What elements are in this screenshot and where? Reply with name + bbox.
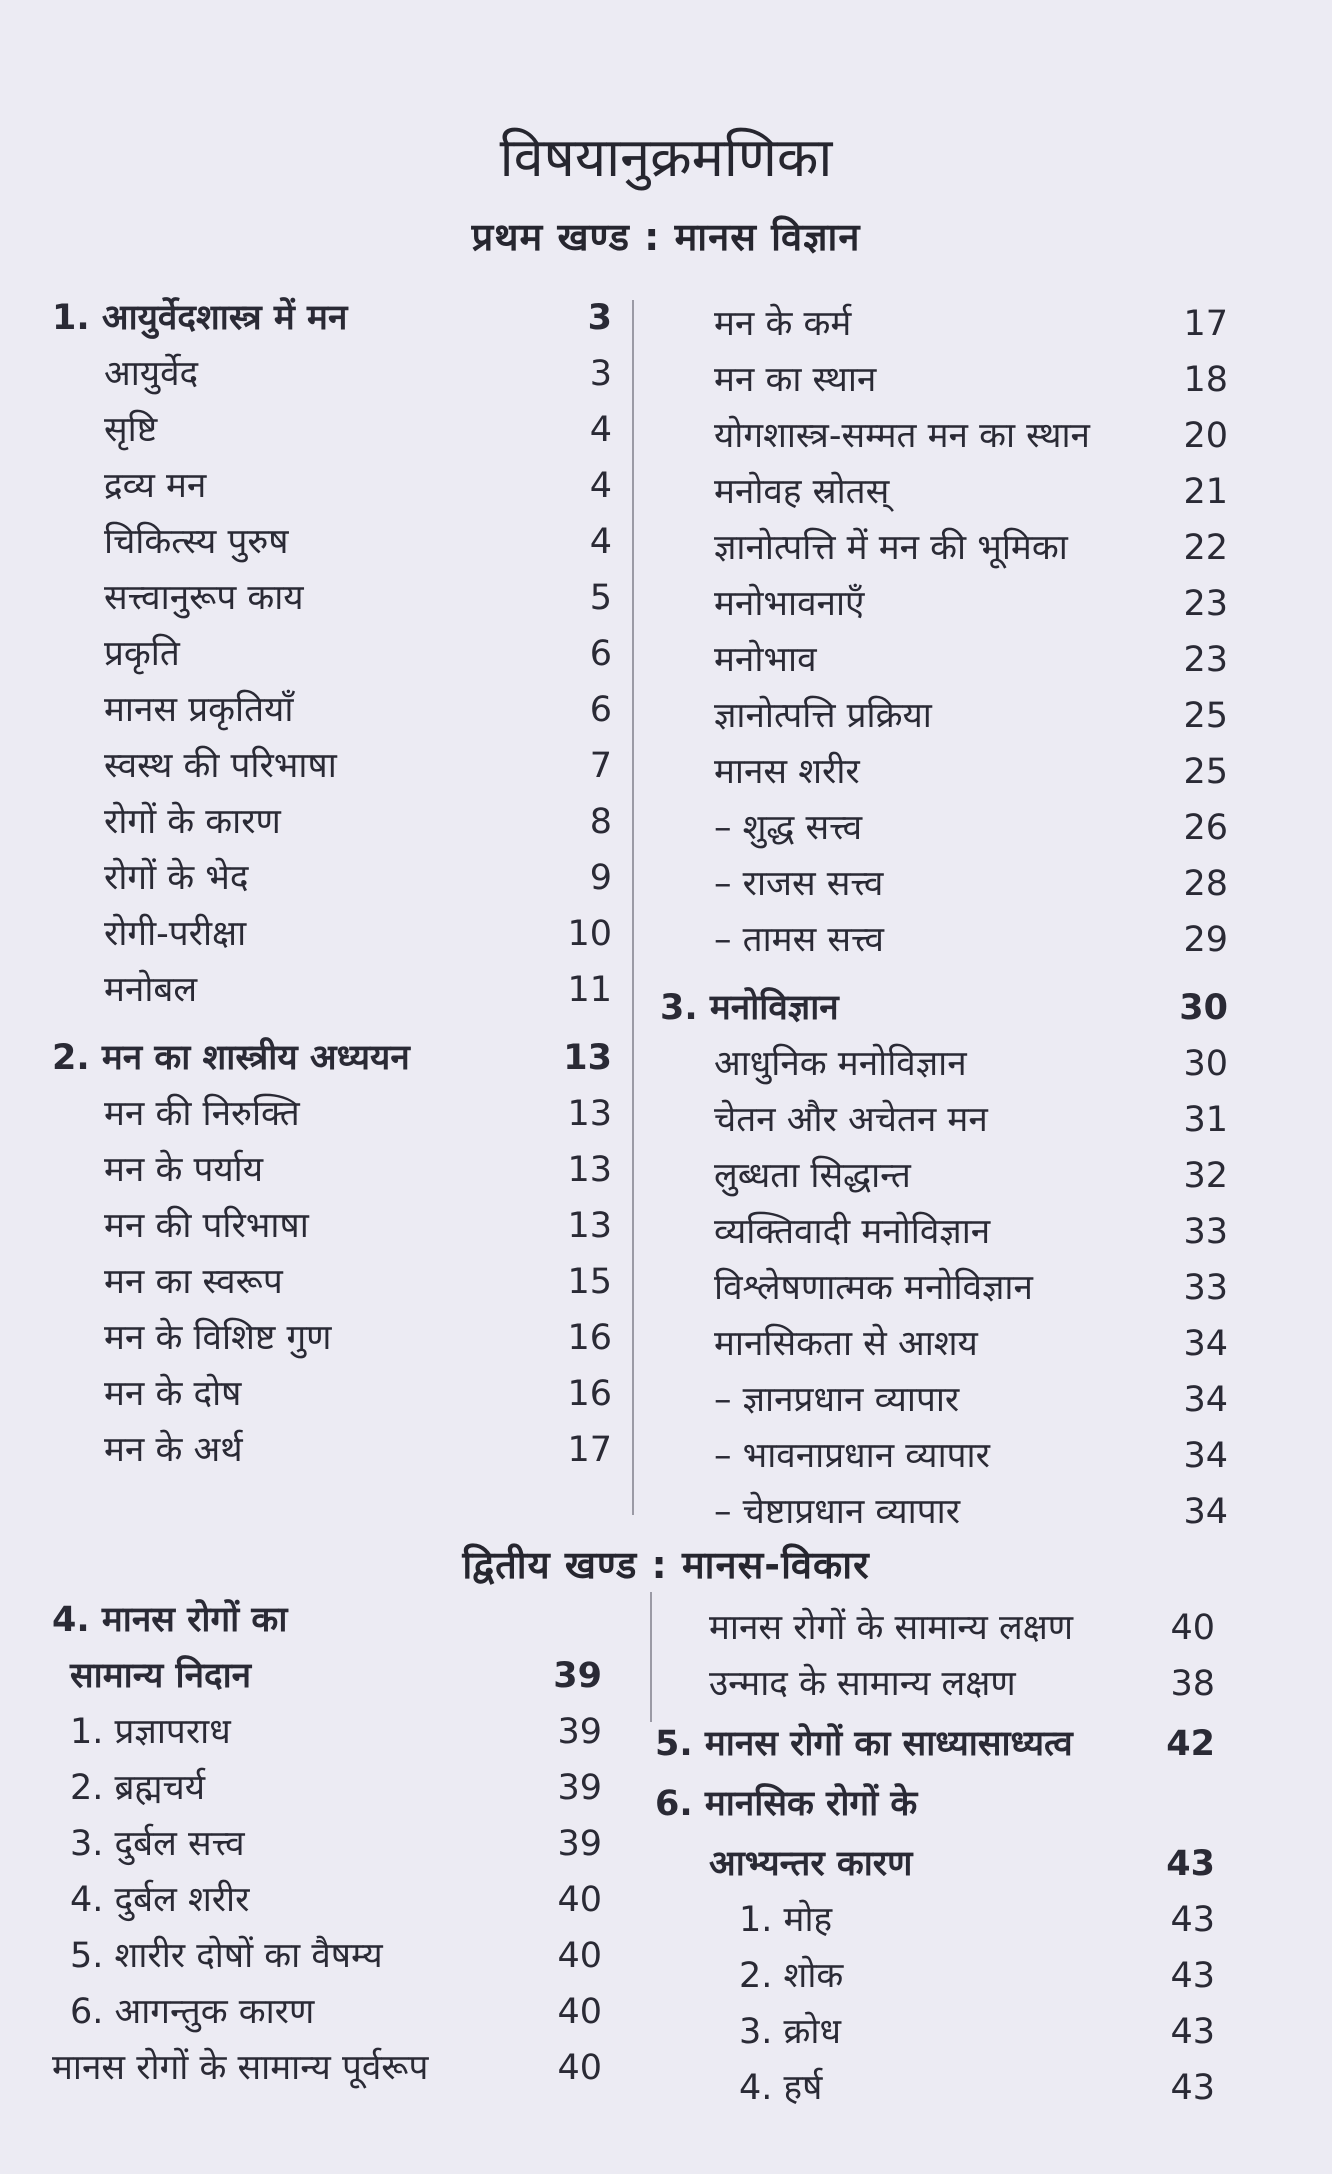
toc-entry — [52, 402, 612, 458]
toc-entry-page: 8 — [589, 802, 612, 842]
toc-entry — [655, 1892, 1215, 1948]
toc-entry-page: 13 — [567, 1094, 612, 1134]
toc-entry-title: 5. शारीर दोषों का वैषम्य — [70, 1936, 383, 1976]
toc-entry-title: द्रव्य मन — [104, 466, 207, 506]
toc-entry-page: 43 — [1170, 1956, 1215, 1996]
toc-entry-title: योगशास्त्र-सम्मत मन का स्थान — [714, 416, 1090, 456]
toc-entry — [660, 632, 1228, 688]
toc-entry-title: प्रकृति — [104, 634, 180, 674]
toc-entry-page: 16 — [567, 1318, 612, 1358]
toc-chapter-entry — [655, 1776, 1215, 1832]
toc-entry-page: 40 — [1170, 1608, 1215, 1648]
toc-entry — [52, 1142, 612, 1198]
toc-entry-page: 43 — [1166, 1844, 1215, 1884]
toc-entry-title: 3. दुर्बल सत्त्व — [70, 1824, 245, 1864]
toc-entry — [52, 1984, 602, 2040]
section1-left-column — [52, 290, 612, 1478]
toc-entry — [655, 1600, 1215, 1656]
toc-entry — [52, 1086, 612, 1142]
toc-entry-title: उन्माद के सामान्य लक्षण — [709, 1664, 1016, 1704]
toc-entry-title: स्वस्थ की परिभाषा — [104, 746, 337, 786]
toc-entry — [660, 576, 1228, 632]
toc-entry-page: 7 — [589, 746, 612, 786]
toc-entry — [52, 682, 612, 738]
toc-entry-title: मन का स्वरूप — [104, 1262, 283, 1302]
toc-entry-title: मन के अर्थ — [104, 1430, 243, 1470]
toc-entry — [660, 352, 1228, 408]
toc-entry — [52, 458, 612, 514]
toc-entry-title: सृष्टि — [104, 410, 158, 450]
toc-chapter-entry — [655, 1716, 1215, 1772]
toc-entry — [52, 1310, 612, 1366]
toc-entry — [660, 408, 1228, 464]
toc-entry-title: 4. हर्ष — [739, 2068, 823, 2108]
toc-entry-page: 30 — [1183, 1044, 1228, 1084]
toc-entry — [52, 1872, 602, 1928]
toc-entry-page: 23 — [1183, 584, 1228, 624]
toc-entry-title: – शुद्ध सत्त्व — [714, 808, 863, 848]
toc-entry-title: मन के विशिष्ट गुण — [104, 1318, 332, 1358]
toc-entry-title: मन के कर्म — [714, 304, 852, 344]
toc-entry-page: 17 — [567, 1430, 612, 1470]
toc-entry-page: 40 — [557, 1880, 602, 1920]
toc-entry-title: लुब्धता सिद्धान्त — [714, 1156, 911, 1196]
toc-entry-page: 34 — [1183, 1436, 1228, 1476]
toc-entry — [660, 1316, 1228, 1372]
toc-entry-page: 16 — [567, 1374, 612, 1414]
toc-entry-title: मन की परिभाषा — [104, 1206, 309, 1246]
toc-entry-title: सत्त्वानुरूप काय — [104, 578, 304, 618]
toc-entry-title: मानस रोगों के सामान्य पूर्वरूप — [52, 2048, 429, 2088]
toc-entry — [660, 1036, 1228, 1092]
toc-entry-page: 20 — [1183, 416, 1228, 456]
toc-entry — [52, 1366, 612, 1422]
toc-entry-title: – ज्ञानप्रधान व्यापार — [714, 1380, 960, 1420]
toc-chapter-entry — [52, 290, 612, 346]
toc-entry-page: 43 — [1170, 1900, 1215, 1940]
toc-entry-title: ज्ञानोत्पत्ति प्रक्रिया — [714, 696, 932, 736]
toc-entry-page: 13 — [567, 1206, 612, 1246]
toc-entry-page: 40 — [557, 2048, 602, 2088]
toc-entry-page: 38 — [1170, 1664, 1215, 1704]
toc-entry-title: मन का स्थान — [714, 360, 877, 400]
toc-entry-page: 18 — [1183, 360, 1228, 400]
toc-entry-page: 39 — [557, 1712, 602, 1752]
toc-entry — [52, 1254, 612, 1310]
toc-entry — [52, 1198, 612, 1254]
toc-entry — [52, 346, 612, 402]
toc-entry-title: रोगों के भेद — [104, 858, 249, 898]
toc-entry — [52, 794, 612, 850]
toc-entry-page: 21 — [1183, 472, 1228, 512]
toc-entry — [660, 1428, 1228, 1484]
toc-entry-page: 23 — [1183, 640, 1228, 680]
toc-entry-title: – तामस सत्त्व — [714, 920, 884, 960]
toc-entry-title: व्यक्तिवादी मनोविज्ञान — [714, 1212, 991, 1252]
toc-entry — [52, 514, 612, 570]
toc-entry-title: मानस प्रकृतियाँ — [104, 690, 294, 730]
toc-entry — [660, 520, 1228, 576]
toc-entry-page: 40 — [557, 1992, 602, 2032]
toc-entry-title: 4. दुर्बल शरीर — [70, 1880, 250, 1920]
toc-entry-title: 6. मानसिक रोगों के — [655, 1784, 918, 1824]
toc-entry-page: 34 — [1183, 1380, 1228, 1420]
toc-entry-title: आयुर्वेद — [104, 354, 199, 394]
toc-entry — [660, 296, 1228, 352]
toc-entry-page: 43 — [1170, 2012, 1215, 2052]
toc-entry-page: 9 — [589, 858, 612, 898]
toc-entry — [52, 1422, 612, 1478]
toc-chapter-entry — [52, 1592, 602, 1648]
toc-entry — [655, 1948, 1215, 2004]
section2-title: द्वितीय खण्ड : मानस-विकार — [462, 1543, 870, 1587]
toc-entry — [660, 744, 1228, 800]
toc-entry-title: रोगी-परीक्षा — [104, 914, 247, 954]
toc-entry-page: 40 — [557, 1936, 602, 1976]
toc-entry-title: 1. प्रज्ञापराध — [70, 1712, 231, 1752]
toc-entry-page: 5 — [589, 578, 612, 618]
toc-entry — [660, 1484, 1228, 1540]
toc-entry-page: 17 — [1183, 304, 1228, 344]
toc-entry-title: मनोभावनाएँ — [714, 584, 865, 624]
toc-entry-title: 2. ब्रह्मचर्य — [70, 1768, 206, 1808]
toc-entry — [660, 912, 1228, 968]
toc-entry — [660, 1260, 1228, 1316]
toc-entry — [52, 1704, 602, 1760]
toc-entry-page: 11 — [567, 970, 612, 1010]
toc-entry — [660, 800, 1228, 856]
toc-entry-title: चिकित्स्य पुरुष — [104, 522, 289, 562]
toc-entry-title: मानस शरीर — [714, 752, 860, 792]
toc-entry-title: 5. मानस रोगों का साध्यासाध्यत्व — [655, 1724, 1073, 1764]
toc-entry-page: 32 — [1183, 1156, 1228, 1196]
toc-entry-title: – राजस सत्त्व — [714, 864, 884, 904]
toc-entry-page: 3 — [589, 354, 612, 394]
toc-entry-page: 13 — [563, 1038, 612, 1078]
toc-entry — [52, 738, 612, 794]
toc-entry-page: 34 — [1183, 1324, 1228, 1364]
toc-entry — [660, 688, 1228, 744]
toc-entry-page: 6 — [589, 690, 612, 730]
toc-entry-page: 39 — [557, 1824, 602, 1864]
toc-entry — [52, 2040, 602, 2096]
toc-entry-page: 42 — [1166, 1724, 1215, 1764]
section1-right-column — [660, 296, 1228, 1540]
section1-title: प्रथम खण्ड : मानस विज्ञान — [471, 215, 861, 259]
toc-entry-page: 22 — [1183, 528, 1228, 568]
toc-entry-title: 1. आयुर्वेदशास्त्र में मन — [52, 298, 348, 338]
toc-entry-title: मानसिकता से आशय — [714, 1324, 978, 1364]
toc-entry — [655, 1656, 1215, 1712]
toc-entry-title: 2. शोक — [739, 1956, 844, 1996]
toc-entry-title: मन के पर्याय — [104, 1150, 264, 1190]
toc-entry — [52, 1816, 602, 1872]
toc-entry-page: 39 — [553, 1656, 602, 1696]
toc-entry-page: 25 — [1183, 696, 1228, 736]
toc-entry-page: 34 — [1183, 1492, 1228, 1532]
toc-entry-page: 15 — [567, 1262, 612, 1302]
toc-entry-title: 1. मोह — [739, 1900, 833, 1940]
toc-entry — [660, 856, 1228, 912]
toc-entry-page: 3 — [587, 298, 612, 338]
toc-entry-title: मन की निरुक्ति — [104, 1094, 300, 1134]
toc-entry-title: ज्ञानोत्पत्ति में मन की भूमिका — [714, 528, 1068, 568]
toc-chapter-entry — [660, 980, 1228, 1036]
toc-entry — [660, 1148, 1228, 1204]
toc-chapter-entry — [655, 1836, 1215, 1892]
section2-left-column — [52, 1592, 602, 2096]
toc-entry-page: 30 — [1179, 988, 1228, 1028]
toc-entry — [660, 464, 1228, 520]
toc-entry-title: रोगों के कारण — [104, 802, 281, 842]
toc-entry-title: 3. मनोविज्ञान — [660, 988, 839, 1028]
toc-entry-title: 3. क्रोध — [739, 2012, 841, 2052]
toc-entry-page: 13 — [567, 1150, 612, 1190]
toc-entry-page: 10 — [567, 914, 612, 954]
toc-entry-page: 4 — [589, 410, 612, 450]
toc-entry-title: – चेष्टाप्रधान व्यापार — [714, 1492, 961, 1532]
toc-entry-title: 6. आगन्तुक कारण — [70, 1992, 315, 2032]
toc-entry-title: – भावनाप्रधान व्यापार — [714, 1436, 990, 1476]
toc-entry-title: मनोभाव — [714, 640, 817, 680]
toc-entry-page: 33 — [1183, 1268, 1228, 1308]
toc-entry — [660, 1372, 1228, 1428]
toc-entry-title: चेतन और अचेतन मन — [714, 1100, 988, 1140]
toc-entry — [52, 962, 612, 1018]
toc-entry — [660, 1092, 1228, 1148]
section2-right-column — [655, 1600, 1215, 2116]
toc-entry-title: मन के दोष — [104, 1374, 242, 1414]
toc-entry-title: मानस रोगों के सामान्य लक्षण — [709, 1608, 1074, 1648]
toc-entry — [655, 2004, 1215, 2060]
toc-entry-page: 4 — [589, 522, 612, 562]
toc-chapter-entry — [52, 1030, 612, 1086]
toc-entry-title: आधुनिक मनोविज्ञान — [714, 1044, 967, 1084]
column-divider-2 — [650, 1592, 652, 1722]
toc-entry-page: 31 — [1183, 1100, 1228, 1140]
toc-entry — [52, 1760, 602, 1816]
toc-entry-title: आभ्यन्तर कारण — [709, 1844, 913, 1884]
toc-entry-page: 43 — [1170, 2068, 1215, 2108]
toc-entry — [52, 906, 612, 962]
toc-entry-page: 28 — [1183, 864, 1228, 904]
toc-entry — [52, 1928, 602, 1984]
toc-entry — [655, 2060, 1215, 2116]
toc-entry — [52, 626, 612, 682]
toc-entry-title: 4. मानस रोगों का — [52, 1600, 288, 1640]
toc-entry — [52, 570, 612, 626]
toc-entry-title: मनोवह स्रोतस् — [714, 472, 890, 512]
toc-entry-page: 33 — [1183, 1212, 1228, 1252]
toc-entry — [52, 850, 612, 906]
toc-entry — [660, 1204, 1228, 1260]
toc-entry-page: 6 — [589, 634, 612, 674]
toc-chapter-entry — [52, 1648, 602, 1704]
toc-entry-page: 25 — [1183, 752, 1228, 792]
toc-entry-page: 29 — [1183, 920, 1228, 960]
toc-entry-title: मनोबल — [104, 970, 198, 1010]
toc-entry-title: सामान्य निदान — [70, 1656, 252, 1696]
page-title: विषयानुक्रमणिका — [499, 126, 833, 189]
toc-entry-title: 2. मन का शास्त्रीय अध्ययन — [52, 1038, 410, 1078]
column-divider — [632, 300, 634, 1515]
toc-entry-page: 26 — [1183, 808, 1228, 848]
toc-entry-title: विश्लेषणात्मक मनोविज्ञान — [714, 1268, 1033, 1308]
toc-entry-page: 39 — [557, 1768, 602, 1808]
toc-entry-page: 4 — [589, 466, 612, 506]
